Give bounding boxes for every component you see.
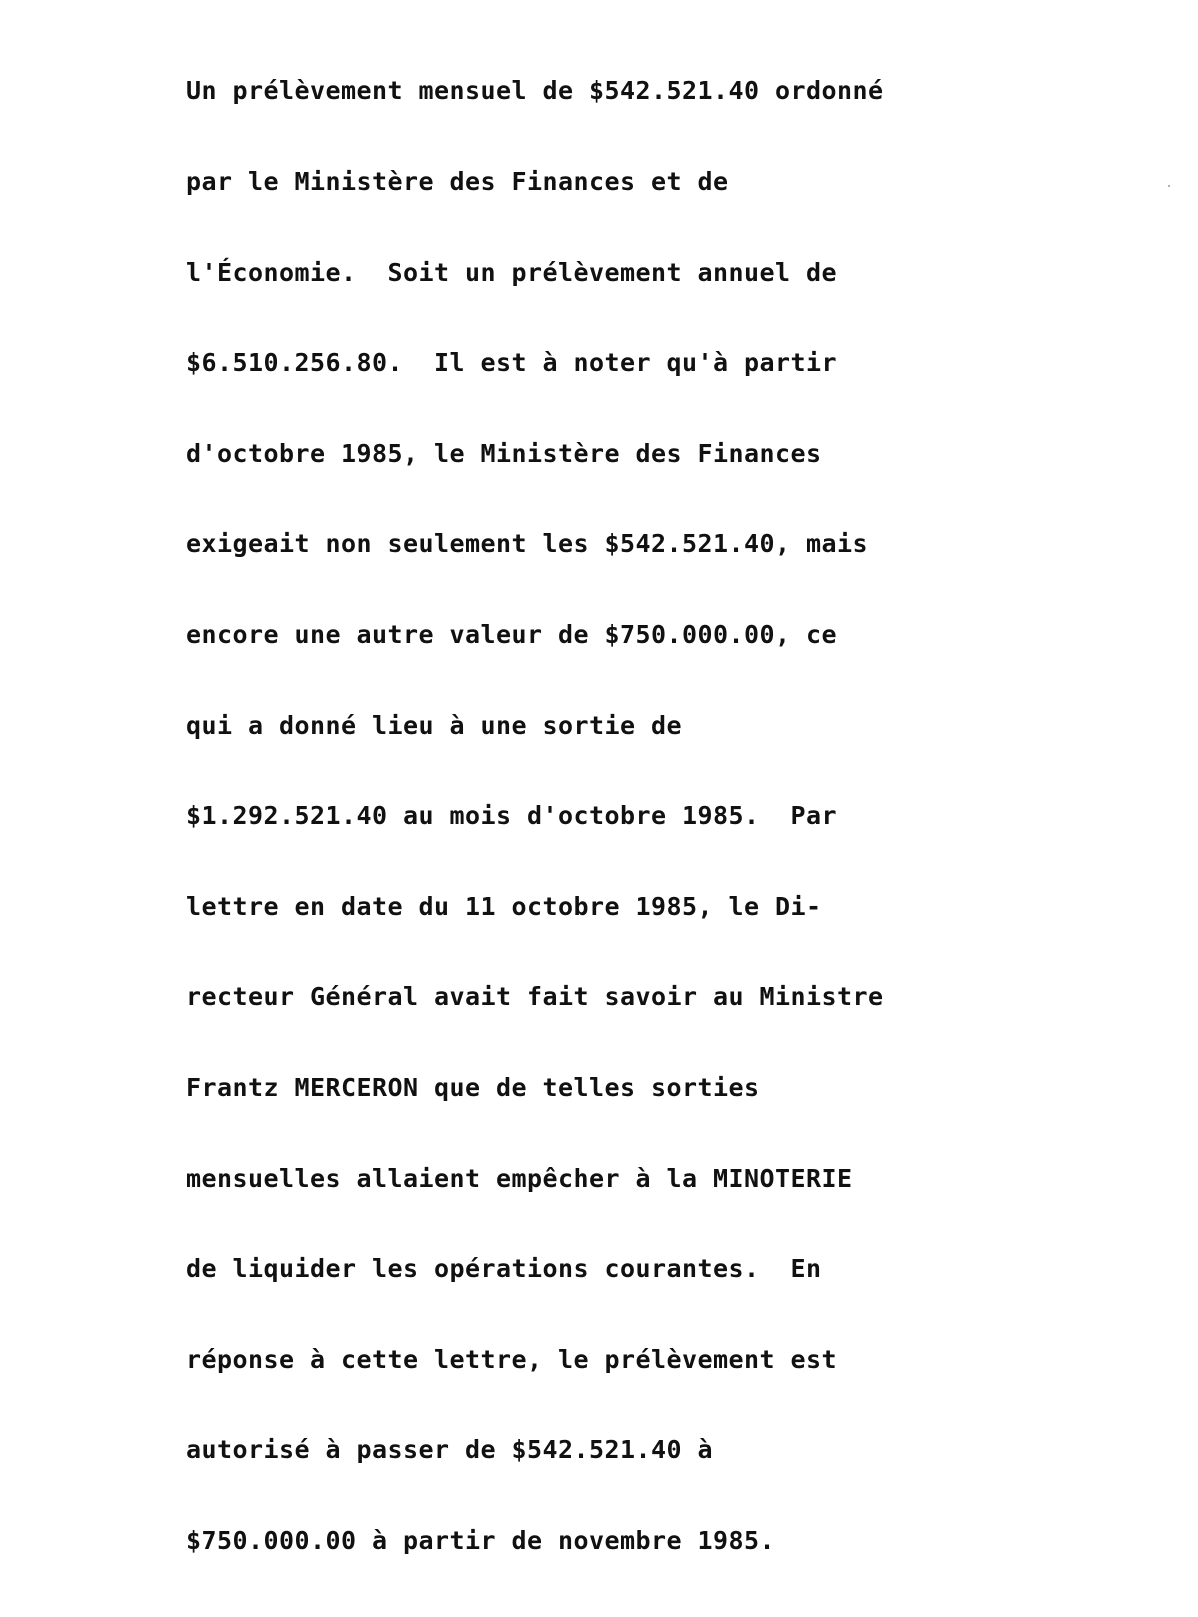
paragraph-line-14: de liquider les opérations courantes. En [186,1254,822,1284]
paragraph-line-11: recteur Général avait fait savoir au Ministre [186,982,884,1012]
paragraph-line-3: l'Économie. Soit un prélèvement annuel de [186,257,838,287]
paragraph-line-10: lettre en date du 11 octobre 1985, le Di- [186,891,822,921]
paragraph-line-1: Un prélèvement mensuel de $542.521.40 ordonné [186,76,884,106]
paragraph-line-4: $6.510.256.80. Il est à noter qu'à partir [186,348,838,378]
paragraph-line-17: $750.000.00 à partir de novembre 1985. [186,1525,776,1555]
paragraph-line-6: exigeait non seulement les $542.521.40, mais [186,529,869,559]
paragraph-line-15: réponse à cette lettre, le prélèvement est [186,1344,838,1374]
scan-speck [1168,185,1170,187]
paragraph-line-8: qui a donné lieu à une sortie de [186,710,683,740]
paragraph-line-13: mensuelles allaient empêcher à la MINOTERIE [186,1163,853,1193]
paragraph-line-9: $1.292.521.40 au mois d'octobre 1985. Par [186,801,838,831]
paragraph-line-5: d'octobre 1985, le Ministère des Finances [186,438,822,468]
paragraph-line-2: par le Ministère des Finances et de [186,167,729,196]
paragraph-line-7: encore une autre valeur de $750.000.00, ce [186,619,838,649]
paragraph-line-12: Frantz MERCERON que de telles sorties [186,1072,760,1102]
paragraph-line-16: autorisé à passer de $542.521.40 à [186,1435,714,1465]
typewritten-paragraph [186,16,884,1617]
